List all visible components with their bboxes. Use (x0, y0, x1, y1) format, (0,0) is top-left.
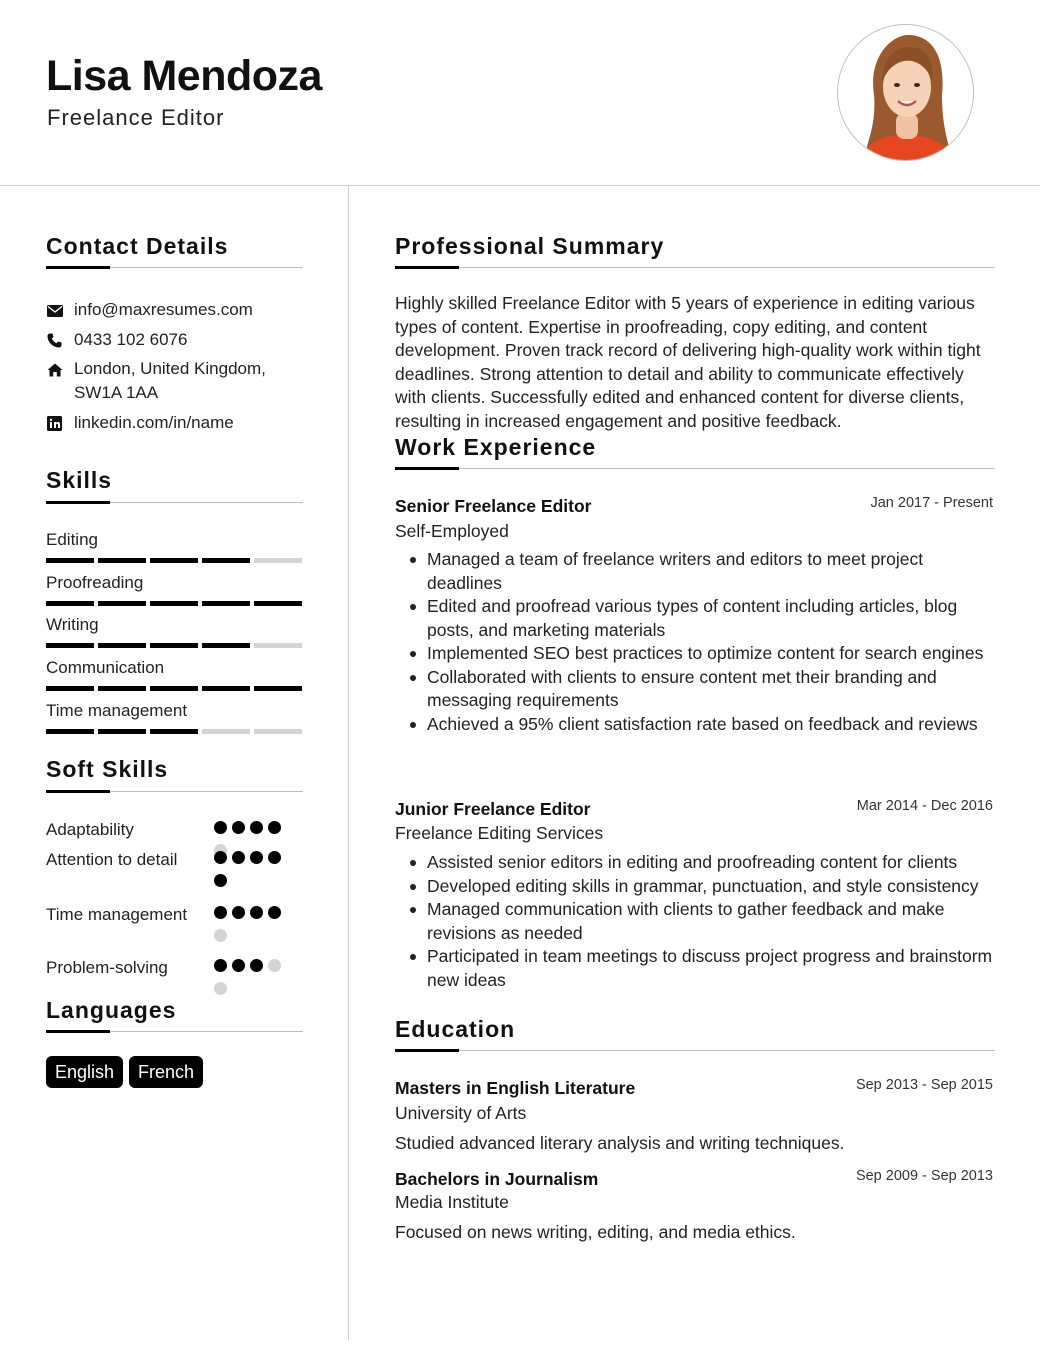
summary-heading: Professional Summary (395, 233, 665, 259)
skill-label: Proofreading (46, 573, 144, 592)
skill-level-segment (202, 686, 250, 691)
job-title: Junior Freelance Editor (395, 799, 591, 819)
skill-level-segment (254, 729, 302, 734)
rating-dot (232, 851, 245, 864)
address-line-1: London, United Kingdom, (74, 359, 266, 378)
rating-dot (250, 959, 263, 972)
rating-dot (250, 821, 263, 834)
rating-dot (214, 874, 227, 887)
contact-heading: Contact Details (46, 233, 229, 259)
rating-dot (232, 821, 245, 834)
job-dates: Mar 2014 - Dec 2016 (856, 798, 993, 814)
job-dates: Jan 2017 - Present (870, 495, 993, 511)
soft-skill-label: Attention to detail (46, 850, 178, 869)
skill-level-segment (202, 643, 250, 648)
skill-level-segment (98, 558, 146, 563)
skill-level-segment (150, 643, 198, 648)
skill-level-bar (46, 558, 302, 563)
skill-level-segment (98, 729, 146, 734)
skill-level-segment (254, 601, 302, 606)
soft-skill-rating (214, 906, 290, 952)
skill-level-bar (46, 686, 302, 691)
contact-linkedin[interactable] (46, 414, 234, 435)
rating-dot (250, 906, 263, 919)
soft-skill-label: Problem-solving (46, 958, 168, 977)
rating-dot (214, 959, 227, 972)
experience-heading-rule (395, 468, 995, 469)
phone-text: 0433 102 6076 (74, 330, 188, 349)
soft-skill-rating (214, 851, 290, 897)
rating-dot (268, 906, 281, 919)
school-name: University of Arts (395, 1103, 527, 1123)
job-bullet: Implemented SEO best practices to optimize content for search engines (410, 642, 1000, 666)
job-title: Senior Freelance Editor (395, 496, 592, 516)
skill-level-segment (202, 558, 250, 563)
rating-dot (268, 959, 281, 972)
rating-dot (232, 959, 245, 972)
job-company: Freelance Editing Services (395, 823, 604, 843)
soft-skills-heading-rule (46, 791, 303, 792)
skill-level-segment (46, 601, 94, 606)
skill-level-segment (46, 729, 94, 734)
skill-level-segment (202, 601, 250, 606)
phone-icon (46, 332, 63, 349)
soft-skills-heading: Soft Skills (46, 756, 169, 782)
job-bullet: Achieved a 95% client satisfaction rate based on feedback and reviews (410, 713, 1000, 737)
job-bullets (410, 548, 1000, 736)
job-bullet: Assisted senior editors in editing and proofreading content for clients (410, 851, 1000, 875)
address-line-2: SW1A 1AA (74, 383, 159, 402)
skill-level-bar (46, 643, 302, 648)
education-dates: Sep 2009 - Sep 2013 (855, 1168, 993, 1184)
skill-level-segment (150, 686, 198, 691)
skill-level-segment (254, 686, 302, 691)
skill-label: Editing (46, 530, 98, 549)
rating-dot (214, 982, 227, 995)
language-badge: French (129, 1056, 203, 1088)
languages-heading-rule (46, 1031, 303, 1032)
rating-dot (214, 906, 227, 919)
rating-dot (232, 906, 245, 919)
skill-label: Time management (46, 701, 188, 720)
skill-level-segment (150, 729, 198, 734)
job-bullet: Edited and proofread various types of content including articles, blog posts, and marketing materials (410, 595, 1000, 642)
job-company: Self-Employed (395, 521, 509, 541)
job-bullet: Developed editing skills in grammar, punctuation, and style consistency (410, 875, 1000, 899)
job-bullet: Managed communication with clients to gather feedback and make revisions as needed (410, 898, 1000, 945)
rating-dot (268, 851, 281, 864)
contact-email[interactable] (46, 301, 253, 322)
job-bullet: Participated in team meetings to discuss project progress and brainstorm new ideas (410, 945, 1000, 992)
skill-level-segment (254, 643, 302, 648)
linkedin-text: linkedin.com/in/name (74, 413, 234, 432)
candidate-name: Lisa Mendoza (46, 52, 322, 100)
school-name: Media Institute (395, 1192, 509, 1212)
profile-photo (837, 24, 974, 161)
job-bullet: Managed a team of freelance writers and editors to meet project deadlines (410, 548, 1000, 595)
education-dates: Sep 2013 - Sep 2015 (855, 1077, 993, 1093)
skills-heading-rule (46, 502, 303, 503)
contact-phone[interactable] (46, 331, 187, 352)
job-bullet: Collaborated with clients to ensure content met their branding and messaging requirements (410, 666, 1000, 713)
degree-title: Bachelors in Journalism (395, 1169, 599, 1189)
skill-level-segment (98, 601, 146, 606)
column-divider (348, 186, 349, 1340)
education-heading: Education (395, 1016, 516, 1042)
skill-level-segment (150, 601, 198, 606)
skill-level-bar (46, 601, 302, 606)
portrait-illustration (838, 25, 974, 161)
skill-level-segment (98, 643, 146, 648)
skill-level-segment (46, 643, 94, 648)
soft-skill-label: Time management (46, 905, 188, 924)
rating-dot (214, 821, 227, 834)
envelope-icon (46, 302, 63, 319)
skill-level-bar (46, 729, 302, 734)
skill-level-segment (46, 558, 94, 563)
rating-dot (250, 851, 263, 864)
summary-text: Highly skilled Freelance Editor with 5 years of experience in editing various types of content. Expertise in proofreading, copy editing, and content development. Proven track record of delivering high-quality work within tight deadlines. Strong attention to detail and ability to communicate effectively with clients. Successfully edited and enhanced content for diverse clients, resulting in increased engagement and positive feedback. (395, 293, 981, 431)
rating-dot (214, 929, 227, 942)
contact-heading-rule (46, 267, 303, 268)
home-icon (46, 361, 63, 378)
rating-dot (214, 851, 227, 864)
address-text (74, 357, 266, 405)
soft-skill-label: Adaptability (46, 820, 134, 839)
rating-dot (268, 821, 281, 834)
skill-level-segment (98, 686, 146, 691)
skills-heading: Skills (46, 467, 113, 493)
education-heading-rule (395, 1050, 995, 1051)
skill-label: Writing (46, 615, 99, 634)
skill-level-segment (202, 729, 250, 734)
contact-address (46, 360, 266, 405)
candidate-role: Freelance Editor (47, 105, 225, 130)
email-text: info@maxresumes.com (74, 300, 253, 319)
skill-level-segment (46, 686, 94, 691)
skill-level-segment (150, 558, 198, 563)
degree-title: Masters in English Literature (395, 1078, 636, 1098)
summary-heading-rule (395, 267, 995, 268)
education-description: Focused on news writing, editing, and media ethics. (395, 1222, 796, 1242)
skill-label: Communication (46, 658, 165, 677)
linkedin-icon (46, 415, 63, 432)
education-description: Studied advanced literary analysis and writing techniques. (395, 1133, 845, 1153)
experience-heading: Work Experience (395, 434, 597, 460)
language-badge: English (46, 1056, 123, 1088)
job-bullets (410, 851, 1000, 992)
resume-header (0, 0, 1040, 186)
languages-heading: Languages (46, 997, 177, 1023)
soft-skill-rating (214, 959, 290, 1005)
skill-level-segment (254, 558, 302, 563)
